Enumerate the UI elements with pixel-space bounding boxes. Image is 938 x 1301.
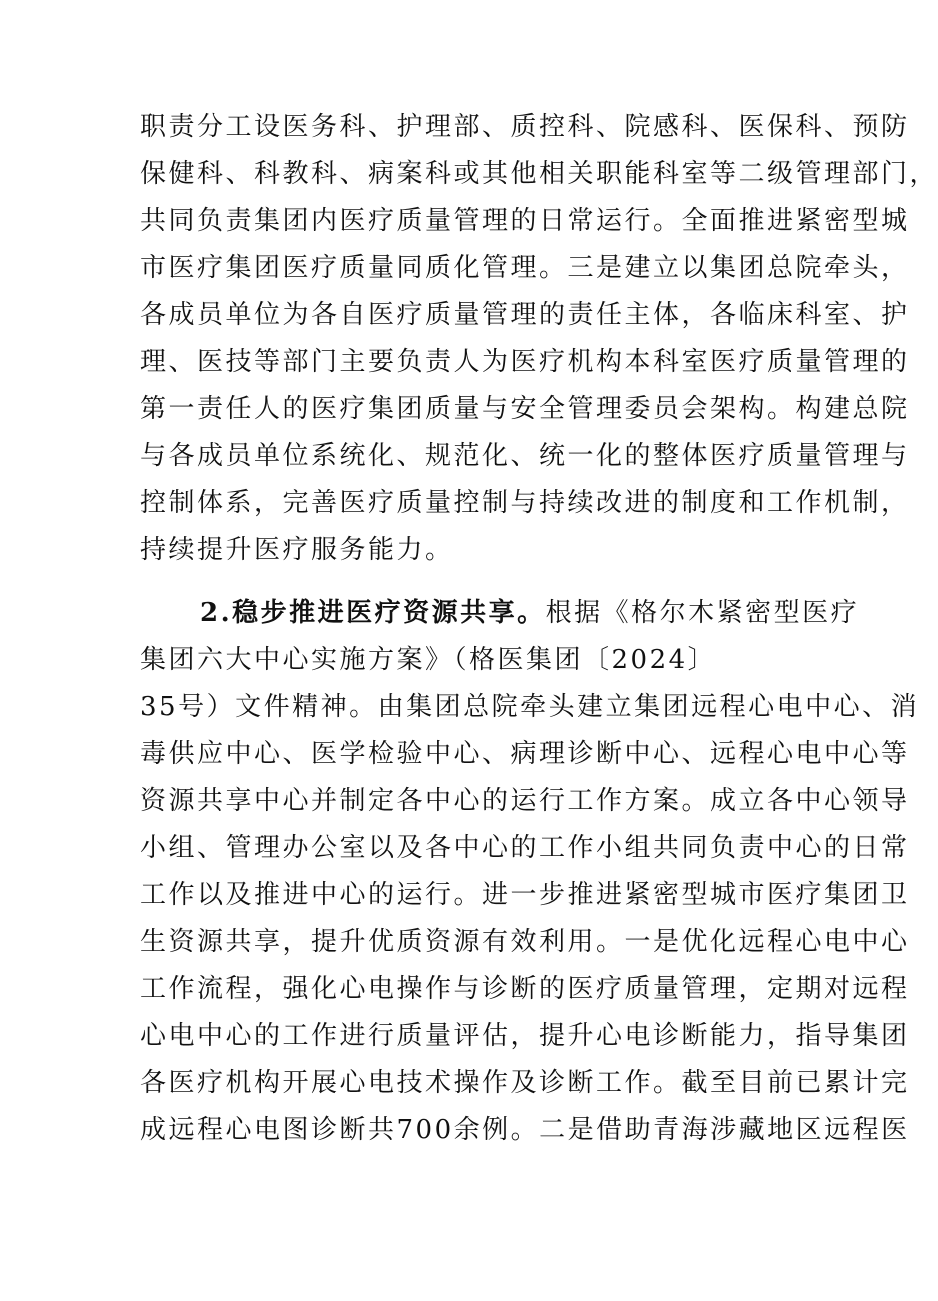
paragraph-line: 共同负责集团内医疗质量管理的日常运行。全面推进紧密型城 <box>140 206 910 236</box>
paragraph-line: 心电中心的工作进行质量评估，提升心电诊断能力，指导集团 <box>140 1021 910 1051</box>
paragraph-line: 35号）文件精神。由集团总院牵头建立集团远程心电中心、消 <box>140 692 920 722</box>
paragraph-line: 与各成员单位系统化、规范化、统一化的整体医疗质量管理与 <box>140 441 910 471</box>
paragraph-line: 生资源共享，提升优质资源有效利用。一是优化远程心电中心 <box>140 927 910 957</box>
paragraph-line: 持续提升医疗服务能力。 <box>140 535 454 565</box>
section-heading: 2.稳步推进医疗资源共享。 <box>200 598 546 628</box>
heading-line-text: 根据《格尔木紧密型医疗 <box>545 598 860 628</box>
paragraph-line: 各成员单位为各自医疗质量管理的责任主体，各临床科室、护 <box>140 300 910 330</box>
paragraph-line: 市医疗集团医疗质量同质化管理。三是建立以集团总院牵头， <box>140 253 910 283</box>
paragraph-line: 资源共享中心并制定各中心的运行工作方案。成立各中心领导 <box>140 786 910 816</box>
section-heading-line <box>200 593 860 633</box>
paragraph-line: 控制体系，完善医疗质量控制与持续改进的制度和工作机制， <box>140 488 910 518</box>
paragraph-line: 毒供应中心、医学检验中心、病理诊断中心、远程心电中心等 <box>140 739 910 769</box>
paragraph-line: 工作以及推进中心的运行。进一步推进紧密型城市医疗集团卫 <box>140 880 910 910</box>
paragraph-line: 保健科、科教科、病案科或其他相关职能科室等二级管理部门， <box>140 159 938 189</box>
paragraph-line: 理、医技等部门主要负责人为医疗机构本科室医疗质量管理的 <box>140 347 910 377</box>
paragraph-line: 第一责任人的医疗集团质量与安全管理委员会架构。构建总院 <box>140 394 910 424</box>
paragraph-line: 各医疗机构开展心电技术操作及诊断工作。截至目前已累计完 <box>140 1068 910 1098</box>
paragraph-line: 职责分工设医务科、护理部、质控科、院感科、医保科、预防 <box>140 112 910 142</box>
paragraph-line: 小组、管理办公室以及各中心的工作小组共同负责中心的日常 <box>140 833 910 863</box>
paragraph-line: 集团六大中心实施方案》（格医集团〔2024〕 <box>140 645 717 675</box>
paragraph-line: 成远程心电图诊断共700余例。二是借助青海涉藏地区远程医 <box>140 1115 910 1145</box>
paragraph-line: 工作流程，强化心电操作与诊断的医疗质量管理，定期对远程 <box>140 974 910 1004</box>
